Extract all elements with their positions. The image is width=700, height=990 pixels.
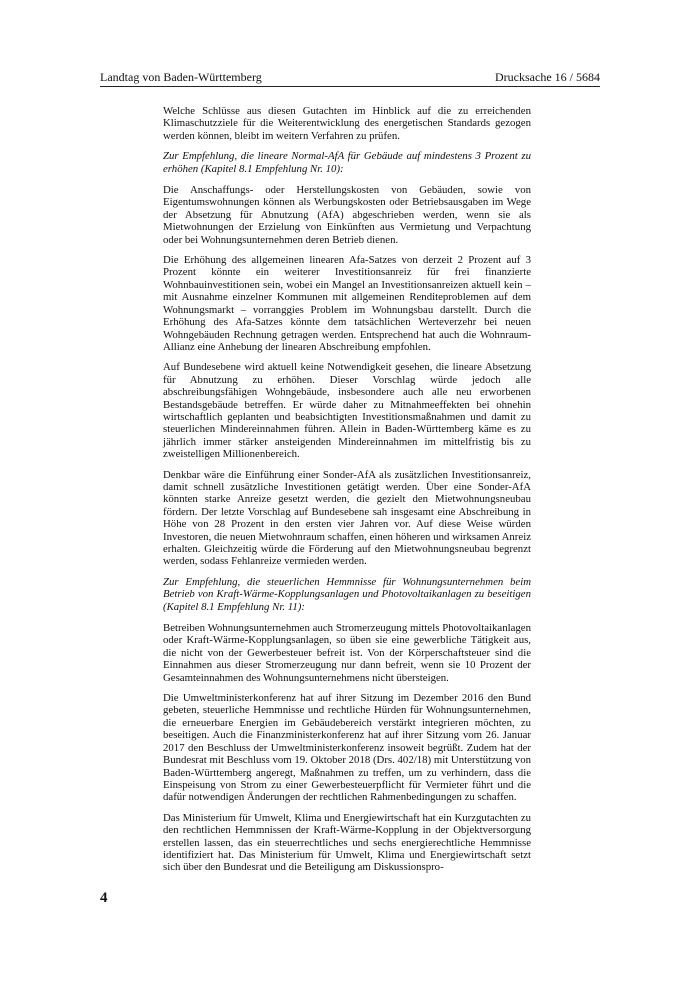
- header-rule: [100, 86, 600, 87]
- paragraph-electricity-generation: Betreiben Wohnungsunternehmen auch Stromerzeugung mittels Photovoltaikanlagen oder Kraft-Wärme-Kopplungsanlagen, so üben sie eine gewerbliche Tätigkeit aus, die nicht von der Gewerbesteuer befreit ist. Von der Körperschaftsteuer sind die Einnahmen aus dieser Stromerzeugung nur dann befreit, wenn sie 10 Prozent der Gesamteinnahmen des Wohnungsunternehmens nicht übersteigen.: [163, 622, 531, 684]
- recommendation-heading-afa: Zur Empfehlung, die lineare Normal-AfA für Gebäude auf mindestens 3 Prozent zu erhöhen (Kapitel 8.1 Empfehlung Nr. 10):: [163, 150, 531, 175]
- header-publisher: Landtag von Baden-Württemberg: [100, 70, 262, 84]
- recommendation-heading-tax-obstacles: Zur Empfehlung, die steuerlichen Hemmnisse für Wohnungsunternehmen beim Betrieb von Kraft-Wärme-Kopplungsanlagen und Photovoltaikanlagen zu beseitigen (Kapitel 8.1 Empfehlung Nr. 11):: [163, 575, 531, 613]
- paragraph-federal-level: Auf Bundesebene wird aktuell keine Notwendigkeit gesehen, die lineare Absetzung für Abnutzung zu erhöhen. Dieser Vorschlag würde jedoch alle abschreibungsfähigen Wohngebäude, insbesondere auch alle neu erworbenen Bestandsgebäude betreffen. Er würde daher zu Mitnahmeeffekten bei ohnehin wirtschaftlich geplanten und beabsichtigten Investitionsmaßnahmen und damit zu steuerlichen Mindereinnahmen führen. Allein in Baden-Württemberg käme es zu jährlich immer stärker ansteigenden Mindereinnahmen im mittelfristig bis zu zweistelligen Millionenbereich.: [163, 361, 531, 461]
- paragraph-environment-conference: Die Umweltministerkonferenz hat auf ihrer Sitzung im Dezember 2016 den Bund gebeten, steuerliche Hemmnisse und rechtliche Hürden für Wohnungsunternehmen, die erneuerbare Energien im Gebäudebereich verstärkt integrieren möchten, zu beseitigen. Auch die Finanzministerkonferenz hat auf ihrer Sitzung vom 26. Januar 2017 den Beschluss der Umweltministerkonferenz insoweit begrüßt. Zudem hat der Bundesrat mit Beschluss vom 19. Oktober 2018 (Drs. 402/18) mit Unterstützung von Baden-Württemberg angeregt, Maßnahmen zu treffen, um zu verhindern, dass die Einspeisung von Strom zu einer Gewerbesteuerpflicht für Vermieter führt und die dafür notwendigen Änderungen der rechtlichen Rahmenbedingungen zu schaffen.: [163, 692, 531, 804]
- paragraph-afa-increase: Die Erhöhung des allgemeinen linearen Afa-Satzes von derzeit 2 Prozent auf 3 Prozent könnte ein weiterer Investitionsanreiz für frei finanzierte Wohnbauinvestitionen sein, wobei ein Mangel an Investitionsanreizen aktuell kein – mit Ausnahme einzelner Kommunen mit allgemeinen Renditeproblemen auf dem Wohnungsmarkt – vorranggies Problem im Wohnungsbau darstellt. Durch die Erhöhung des Afa-Satzes könnte dem tatsächlichen Werteverzehr bei neuen Wohngebäuden Rechnung getragen werden. Entsprechend hat auch die Wohnraum-Allianz eine Anhebung der linearen Abschreibung empfohlen.: [163, 254, 531, 353]
- paragraph-ministry-report: Das Ministerium für Umwelt, Klima und Energiewirtschaft hat ein Kurzgutachten zu den rechtlichen Hemmnissen der Kraft-Wärme-Kopplung in der Objektversorgung erstellen lassen, das ein steuerrechtliches und sechs energierechtliche Hemmnisse identifiziert hat. Das Ministerium für Umwelt, Klima und Energiewirtschaft setzt sich über den Bundesrat und die Beteiligung am Diskussionspro-: [163, 811, 531, 874]
- page-number: 4: [100, 890, 108, 906]
- body-text: [163, 105, 531, 882]
- header-document-number: Drucksache 16 / 5684: [495, 70, 600, 84]
- paragraph-acquisition-costs: Die Anschaffungs- oder Herstellungskosten von Gebäuden, sowie von Eigentumswohnungen können als Werbungskosten oder Betriebsausgaben im Wege der Absetzung für Abnutzung (AfA) abgeschrieben werden, wenn sie als Mietwohnungen der Erzielung von Einkünften aus Vermietung und Verpachtung oder bei Wohnungsunternehmen deren Betrieb dienen.: [163, 184, 531, 246]
- paragraph-conclusions: Welche Schlüsse aus diesen Gutachten im Hinblick auf die zu erreichenden Klimaschutzziele für die Weiterentwicklung des energetischen Standards gezogen werden können, bleibt im weitern Verfahren zu prüfen.: [163, 105, 531, 142]
- paragraph-special-afa: Denkbar wäre die Einführung einer Sonder-AfA als zusätzlichen Investitionsanreiz, damit schnell zusätzliche Investitionen getätigt werden. Über eine Sonder-AfA könnten starke Anreize gesetzt werden, die gezielt den Mietwohnungsneubau fördern. Der letzte Vorschlag auf Bundesebene sah insgesamt eine Abschreibung in Höhe von 28 Prozent in den ersten vier Jahren vor. Auf diese Weise würden Investoren, die neuen Mietwohnraum schaffen, einen höheren und wirksamen Anreiz erhalten. Gleichzeitig würde die Förderung auf den Mietwohnungsneubau begrenzt werden, sodass Fehlanreize vermieden werden.: [163, 468, 531, 568]
